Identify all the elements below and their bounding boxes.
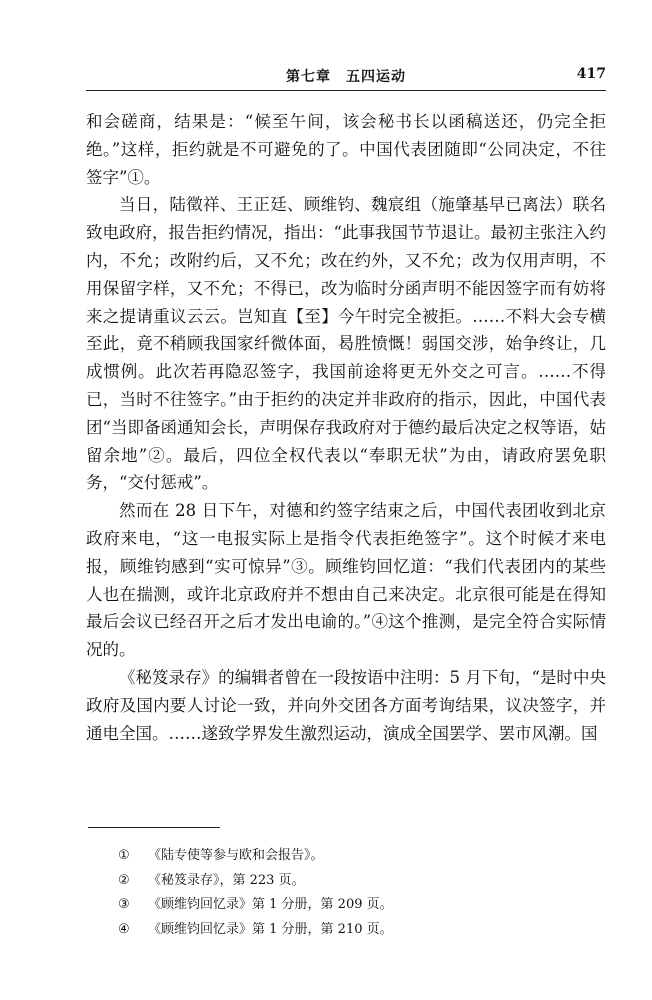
- footnote: [118, 869, 598, 894]
- paragraph: 和会磋商，结果是：“候至午间，该会秘书长以函稿送还，仍完全拒绝。”这样，拒约就是不可避免的了。中国代表团随即“公同决定，不往签字”①。: [86, 112, 606, 187]
- footnote-text: 《秘笈录存》，第 223 页。: [148, 872, 305, 888]
- footnotes: [118, 844, 598, 942]
- header-rule: [86, 90, 606, 91]
- footnote-mark: ④: [118, 921, 130, 937]
- footnote: [118, 918, 598, 943]
- footnote-rule: [88, 827, 220, 828]
- paragraph: 《秘笈录存》的编辑者曾在一段按语中注明：5 月下旬，“是时中央政府及国内要人讨论一致，并向外交团各方面考询结果，议决签字，并通电全国。……遂致学界发生激烈运动，演成全国罢学、罢市风潮。国: [86, 667, 606, 743]
- body-text: [86, 108, 606, 747]
- footnote: [118, 844, 598, 869]
- footnote-text: 《陆专使等参与欧和会报告》。: [148, 848, 324, 863]
- footnote-text: 《顾维钧回忆录》第 1 分册，第 209 页。: [148, 897, 393, 912]
- footnote-mark: ②: [118, 872, 130, 888]
- page-number: 417: [576, 66, 606, 82]
- chapter-title: 第七章 五四运动: [286, 69, 406, 85]
- footnote: [118, 893, 598, 918]
- paragraph: 然而在 28 日下午，对德和约签字结束之后，中国代表团收到北京政府来电，“这一电报实际上是指令代表拒绝签字”。这个时候才来电报，顾维钧感到“实可惊异”③。顾维钧回忆道：“我们代表团内的某些人也在揣测，或许北京政府并不想由自己来决定。北京很可能是在得知最后会议已经召开之后才发出电谕的。”④这个推测，是完全符合实际情况的。: [86, 501, 606, 660]
- footnote-mark: ③: [118, 897, 130, 912]
- footnote-mark: ①: [118, 848, 130, 863]
- paragraph: 当日，陆徵祥、王正廷、顾维钧、魏宸组（施肇基早已离法）联名致电政府，报告拒约情况，指出：“此事我国节节退让。最初主张注入约内，不允；改附约后，又不允；改在约外，又不允；改为仅用声明，不用保留字样，又不允；不得已，改为临时分函声明不能因签字而有妨将来之提请重议云云。岂知直【至】今午时完全被拒。……不料大会专横至此，竟不稍顾我国家纤微体面，曷胜愤慨！弱国交涉，始争终让，几成惯例。此次若再隐忍签字，我国前途将更无外交之可言。……不得已，当时不往签字。”由于拒约的决定并非政府的指示，因此，中国代表团“当即备函通知会长，声明保存我政府对于德约最后决定之权等语，姑留余地”②。最后，四位全权代表以“奉职无状”为由，请政府罢免职务，“交付惩戒”。: [86, 195, 606, 493]
- footnote-text: 《顾维钧回忆录》第 1 分册，第 210 页。: [148, 921, 393, 937]
- running-header: [86, 66, 606, 88]
